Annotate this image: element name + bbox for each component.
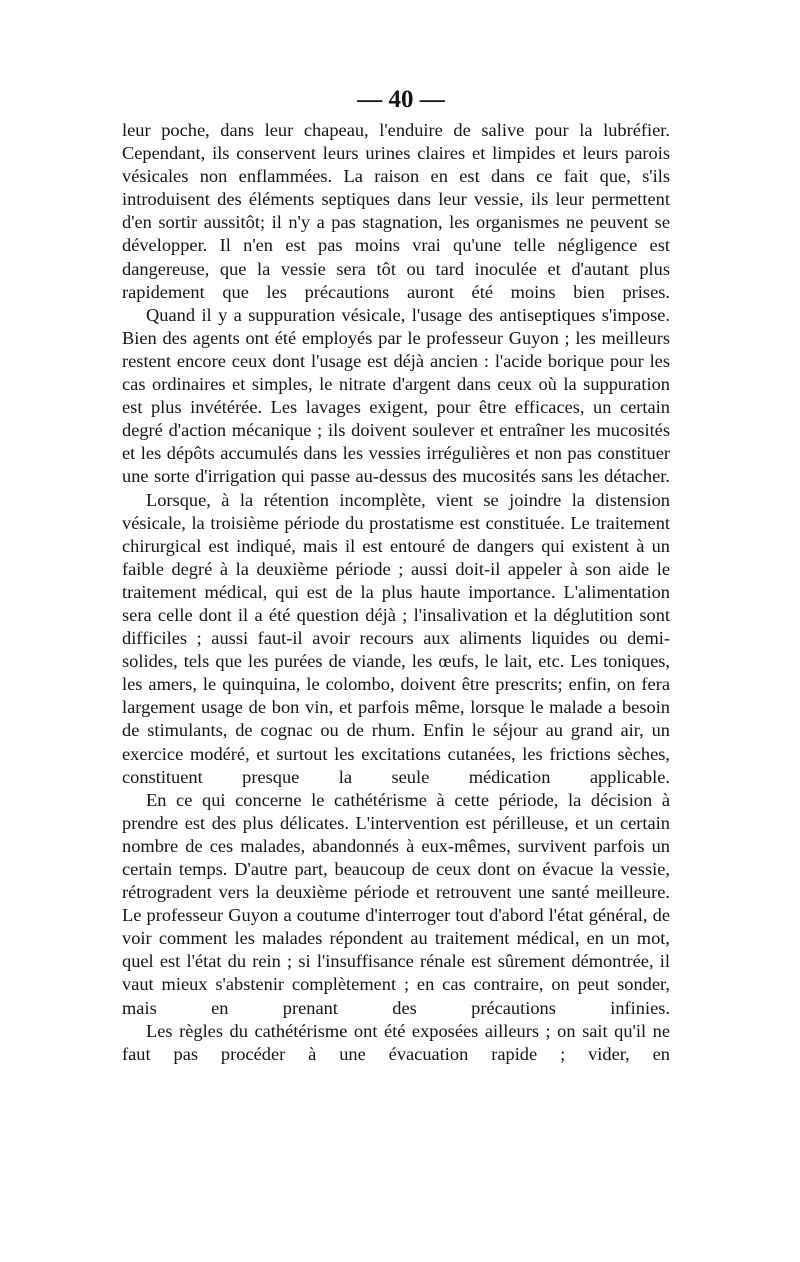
- paragraph-4: En ce qui concerne le cathétérisme à cette période, la décision à prendre est des plus délicates. L'intervention est périlleuse, et un certain nombre de ces malades, abandonnés à eux-mêmes, survivent parfois un certain temps. D'autre part, beaucoup de ceux dont on évacue la vessie, rétrogradent vers la deuxième période et retrouvent une santé meilleure. Le professeur Guyon a coutume d'interroger tout d'abord l'état général, de voir comment les malades répondent au traitement médical, en un mot, quel est l'état du rein ; si l'insuffisance rénale est sûrement démontrée, il vaut mieux s'abstenir complètement ; en cas contraire, on peut sonder, mais en prenant des précautions infinies.: [122, 789, 670, 1018]
- page-number: — 40 —: [357, 86, 445, 113]
- paragraph-2: Quand il y a suppuration vésicale, l'usage des antiseptiques s'impose. Bien des agents ont été employés par le professeur Guyon ; les meilleurs restent encore ceux dont l'usage est déjà ancien : l'acide borique pour les cas ordinaires et simples, le nitrate d'argent dans ceux où la suppuration est plus invétérée. Les lavages exigent, pour être efficaces, un certain degré d'action mécanique ; ils doivent soulever et entraîner les mucosités et les dépôts accumulés dans les vessies irrégulières et non pas constituer une sorte d'irrigation qui passe au-dessus des mucosités sans les détacher.: [122, 304, 670, 487]
- paragraph-5: Les règles du cathétérisme ont été exposées ailleurs ; on sait qu'il ne faut pas procéder à une évacuation rapide ; vider, en: [122, 1020, 670, 1064]
- paragraph-3: Lorsque, à la rétention incomplète, vient se joindre la distension vésicale, la troisième période du prostatisme est constituée. Le traitement chirurgical est indiqué, mais il est entouré de dangers qui existent à un faible degré à la deuxième période ; aussi doit-il appeler à son aide le traitement médical, qui est de la plus haute importance. L'alimentation sera celle dont il a été question déjà ; l'insalivation et la déglutition sont difficiles ; aussi faut-il avoir recours aux aliments liquides ou demi-solides, tels que les purées de viande, les œufs, le lait, etc. Les toniques, les amers, le quinquina, le colombo, doivent être prescrits; enfin, on fera largement usage de bon vin, et parfois même, lorsque le malade a besoin de stimulants, de cognac ou de rhum. Enfin le séjour au grand air, un exercice modéré, et surtout les excitations cutanées, les frictions sèches, constituent presque la seule médication applicable.: [122, 489, 670, 787]
- book-page: [122, 84, 670, 1066]
- paragraph-1: leur poche, dans leur chapeau, l'enduire de salive pour la lubréfier. Cependant, ils conservent leurs urines claires et limpides et leurs parois vésicales non enflammées. La raison en est dans ce fait que, s'ils introduisent des éléments septiques dans leur vessie, ils leur permettent d'en sortir aussitôt; il n'y a pas stagnation, les organismes ne peuvent se développer. Il n'en est pas moins vrai qu'une telle négligence est dangereuse, que la vessie sera tôt ou tard inoculée et d'autant plus rapidement que les précautions auront été moins bien prises.: [122, 120, 670, 302]
